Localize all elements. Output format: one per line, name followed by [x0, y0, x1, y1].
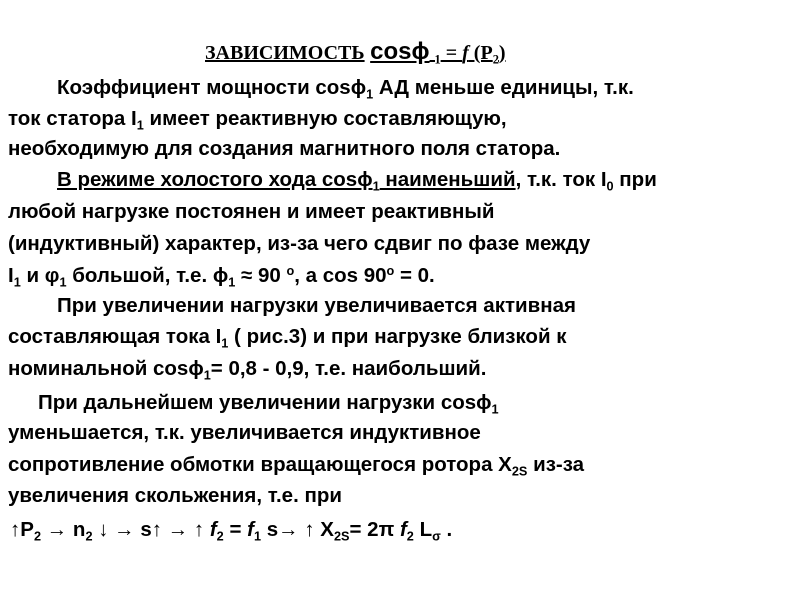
p4-line4: увеличения скольжения, т.е. при	[8, 484, 342, 507]
p3-line1: При увеличении нагрузки увеличивается активная	[57, 294, 576, 317]
p4-line1: При дальнейшем увеличении нагрузки cosϕ$_1$	[38, 391, 499, 417]
title-word: ЗАВИСИМОСТЬ	[205, 42, 365, 64]
p2-line1: В режиме холостого хода cosϕ$_1$ наименьший, т.к. ток $I_0$ при	[57, 168, 657, 194]
p4-line3: сопротивление обмотки вращающегося ротора $X_{2S}$ из-за	[8, 453, 585, 479]
p1-line2: ток статора $I_1$ имеет реактивную составляющую,	[8, 107, 507, 133]
p1-line1: Коэффициент мощности cosϕ$_1$ АД меньше единицы, т.к.	[57, 76, 634, 102]
p3-line2: составляющая тока $I_1$ ( рис.3) и при нагрузке близкой к	[8, 325, 567, 351]
p2-line4: $I_1$ и $\varphi_1$ большой, т.е. $\phi_1 \approx 90$ $^о$, а $\cos 90^о = 0$.	[8, 263, 435, 290]
p2-line3: (индуктивный) характер, из-за чего сдвиг по фазе между	[8, 232, 591, 255]
page-title	[205, 40, 506, 65]
p2-line2: любой нагрузке постоянен и имеет реактивный	[8, 200, 495, 223]
title-formula: $_1$ = f $(P_2)$	[434, 42, 506, 67]
title-cos: cosϕ	[370, 38, 430, 65]
p4-line2: уменьшается, т.к. увеличивается индуктивное	[8, 421, 481, 444]
formula-line: $↑P_2 \to n_2$ ↓ → s↑ → ↑ $f_2 = f_1$ s→ ↑ $X_{2S}= 2\pi$ $f_2$ $L_\sigma$ .	[10, 518, 453, 544]
p1-line3: необходимую для создания магнитного поля статора.	[8, 137, 561, 160]
p3-line3: номинальной cosϕ$_1$= 0,8 - 0,9, т.е. наибольший.	[8, 357, 487, 383]
